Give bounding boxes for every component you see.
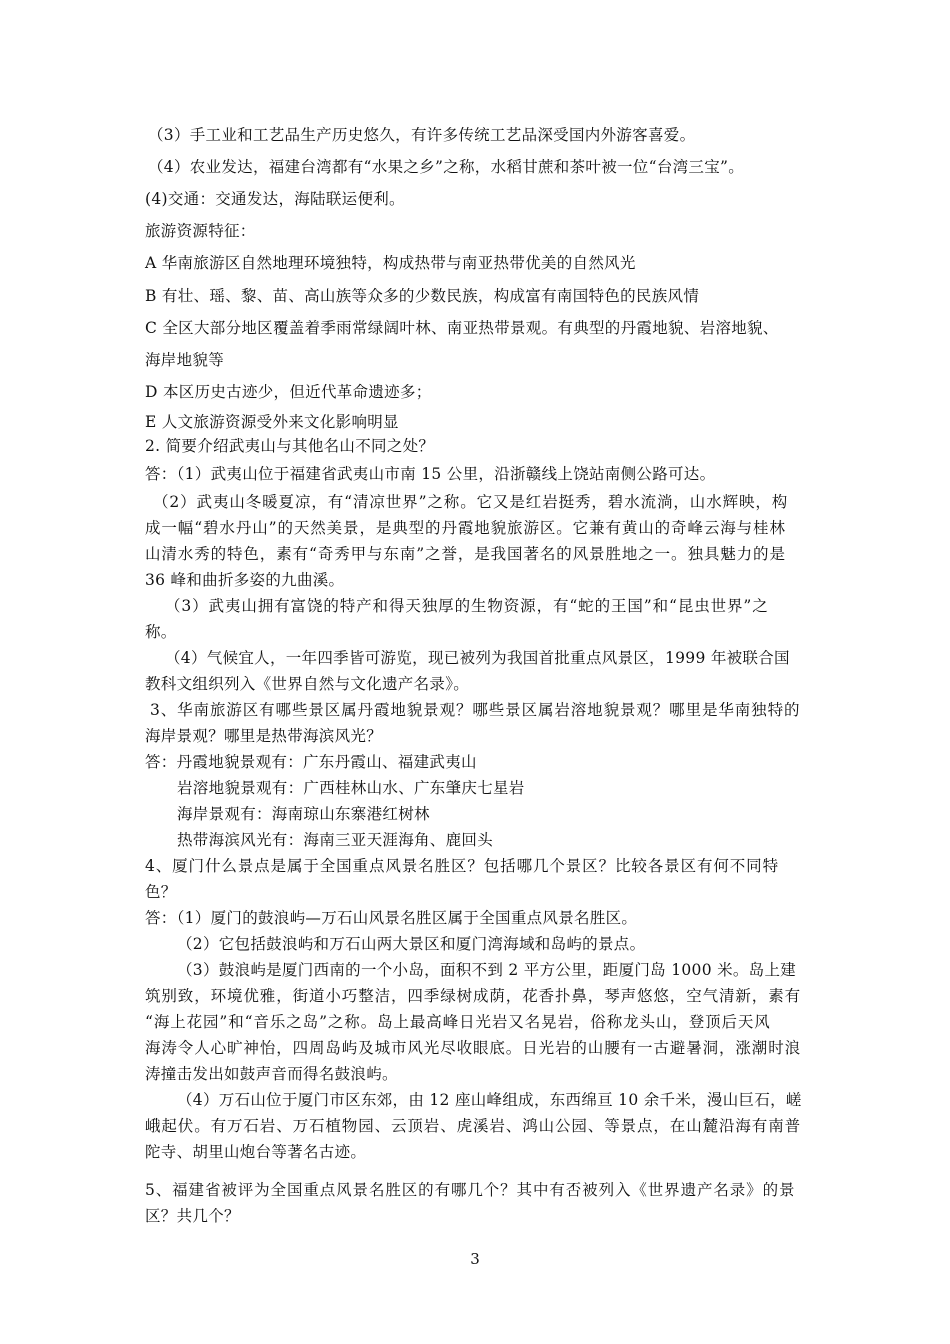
text-line: “海上花园”和“音乐之岛”之称。岛上最高峰日光岩又名晃岩，俗称龙头山，登顶后天风 (145, 1013, 771, 1031)
text-line: 涛撞击发出如鼓声音而得名鼓浪屿。 (145, 1065, 398, 1083)
question-heading: 3、华南旅游区有哪些景区属丹霞地貌景观？哪些景区属岩溶地貌景观？哪里是华南独特的 (150, 701, 801, 719)
question-heading: 5、福建省被评为全国重点风景名胜区的有哪几个？其中有否被列入《世界遗产名录》的景 (145, 1181, 796, 1199)
text-line: 筑别致，环境优雅，街道小巧整洁，四季绿树成荫，花香扑鼻，琴声悠悠，空气清新，素有 (145, 987, 802, 1005)
text-line: （2）武夷山冬暖夏凉，有“清凉世界”之称。它又是红岩挺秀，碧水流淌，山水辉映，构 (153, 493, 789, 511)
text-line: (4)交通：交通发达，海陆联运便利。 (145, 190, 405, 208)
text-line: 答：（1）厦门的鼓浪屿—万石山风景名胜区属于全国重点风景名胜区。 (145, 909, 638, 927)
text-line: 答：丹霞地貌景观有：广东丹霞山、福建武夷山 (145, 753, 477, 771)
text-line: 36 峰和曲折多姿的九曲溪。 (145, 571, 345, 589)
text-line: 教科文组织列入《世界自然与文化遗产名录》。 (145, 675, 470, 693)
text-line: 海岸景观有：海南琼山东寨港红树林 (177, 805, 430, 823)
text-line: 区？共几个？ (145, 1207, 240, 1225)
text-line: A 华南旅游区自然地理环境独特，构成热带与南亚热带优美的自然风光 (145, 254, 636, 272)
question-heading: 2. 简要介绍武夷山与其他名山不同之处？ (145, 437, 435, 455)
text-line: 成一幅“碧水丹山”的天然美景，是典型的丹霞地貌旅游区。它兼有黄山的奇峰云海与桂林 (145, 519, 786, 537)
text-line: 海岸景观？哪里是热带海滨风光？ (145, 727, 383, 745)
text-line: 称。 (145, 623, 177, 641)
text-line: 答：（1）武夷山位于福建省武夷山市南 15 公里，沿浙赣线上饶站南侧公路可达。 (145, 465, 716, 483)
text-line: E 人文旅游资源受外来文化影响明显 (145, 413, 399, 431)
text-line: 陀寺、胡里山炮台等著名古迹。 (145, 1143, 367, 1161)
text-line: D 本区历史古迹少，但近代革命遗迹多； (145, 383, 432, 401)
text-line: （4）农业发达，福建台湾都有“水果之乡”之称，水稻甘蔗和茶叶被一位“台湾三宝”。 (148, 158, 745, 176)
text-line: 海岸地貌等 (145, 351, 225, 369)
text-line: 峨起伏。有万石岩、万石植物园、云顶岩、虎溪岩、鸿山公园、等景点，在山麓沿海有南普 (145, 1117, 802, 1135)
text-line: （2）它包括鼓浪屿和万石山两大景区和厦门湾海域和岛屿的景点。 (177, 935, 646, 953)
text-line: 海涛令人心旷神怡，四周岛屿及城市风光尽收眼底。日光岩的山腰有一古避暑洞，涨潮时浪 (145, 1039, 802, 1057)
text-line: 色？ (145, 883, 177, 901)
text-line: （3）手工业和工艺品生产历史悠久，有许多传统工艺品深受国内外游客喜爱。 (148, 126, 696, 144)
text-line: C 全区大部分地区覆盖着季雨常绿阔叶林、南亚热带景观。有典型的丹霞地貌、岩溶地貌、 (145, 319, 779, 337)
page-number: 3 (470, 1250, 480, 1268)
text-line: （3）鼓浪屿是厦门西南的一个小岛，面积不到 2 平方公里，距厦门岛 1000 米。岛上建 (177, 961, 797, 979)
text-line: B 有壮、瑶、黎、苗、高山族等众多的少数民族，构成富有南国特色的民族风情 (145, 287, 700, 305)
text-line: （4）气候宜人，一年四季皆可游览，现已被列为我国首批重点风景区，1999 年被联合国 (165, 649, 790, 667)
text-line: 岩溶地貌景观有：广西桂林山水、广东肇庆七星岩 (177, 779, 525, 797)
question-heading: 4、厦门什么景点是属于全国重点风景名胜区？包括哪几个景区？比较各景区有何不同特 (145, 857, 779, 875)
text-line: 热带海滨风光有：海南三亚天涯海角、鹿回头 (177, 831, 494, 849)
section-heading: 旅游资源特征： (145, 222, 256, 240)
text-line: 山清水秀的特色，素有“奇秀甲与东南”之誉，是我国著名的风景胜地之一。独具魅力的是 (145, 545, 786, 563)
text-line: （3）武夷山拥有富饶的特产和得天独厚的生物资源，有“蛇的王国”和“昆虫世界”之 (165, 597, 769, 615)
text-line: （4）万石山位于厦门市区东郊，由 12 座山峰组成，东西绵亘 10 余千米，漫山巨石，嵯 (177, 1091, 802, 1109)
